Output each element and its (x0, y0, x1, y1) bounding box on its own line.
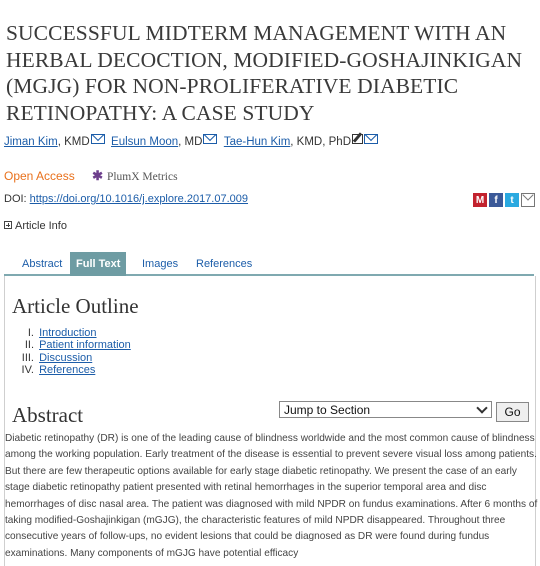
plumx-icon: ✱ (92, 168, 103, 183)
doi-link[interactable]: https://doi.org/10.1016/j.explore.2017.07.009 (29, 193, 249, 205)
article-info-toggle[interactable] (4, 220, 67, 232)
tab-full-text[interactable]: Full Text (70, 252, 126, 276)
outline-item (14, 327, 131, 339)
expand-icon (4, 221, 12, 229)
outline-title: Article Outline (12, 294, 139, 318)
corresponding-author-icon[interactable] (352, 134, 363, 144)
author-link-1[interactable]: Jiman Kim (4, 136, 58, 148)
email-icon[interactable] (91, 134, 105, 144)
chevron-down-icon (476, 402, 487, 413)
article-info-label: Article Info (15, 220, 67, 232)
author-degree-3: , KMD, PhD (290, 136, 352, 148)
outline-item (14, 339, 131, 351)
outline-num: III. (21, 351, 34, 364)
outline-link-introduction[interactable]: Introduction (39, 327, 97, 339)
tab-abstract[interactable]: Abstract (22, 258, 63, 270)
go-button[interactable]: Go (496, 402, 529, 422)
email-share-icon[interactable] (521, 193, 535, 207)
author-link-3[interactable]: Tae-Hun Kim (223, 136, 291, 148)
twitter-icon[interactable]: t (505, 193, 519, 207)
outline-num: IV. (21, 363, 34, 376)
author-link-2[interactable]: Eulsun Moon (111, 136, 179, 148)
outline-num: I. (27, 327, 34, 339)
outline-num: II. (24, 339, 34, 352)
email-icon[interactable] (364, 134, 378, 144)
author-list (4, 134, 378, 148)
outline-link-discussion[interactable]: Discussion (39, 351, 93, 364)
outline-item (14, 352, 131, 364)
email-icon[interactable] (203, 134, 217, 144)
facebook-icon[interactable]: f (489, 193, 503, 207)
jump-to-section-select[interactable] (279, 401, 492, 418)
doi-line (4, 193, 248, 205)
tab-images[interactable]: Images (142, 258, 179, 270)
doi-label: DOI: (4, 193, 30, 205)
outline-link-references[interactable]: References (39, 363, 96, 376)
plumx-label: PlumX Metrics (106, 171, 178, 183)
outline-item (14, 364, 131, 376)
author-degree-2: , MD (178, 136, 203, 148)
plumx-metrics-link[interactable] (92, 168, 178, 183)
open-access-label: Open Access (4, 169, 75, 183)
abstract-text: Diabetic retinopathy (DR) is one of the leading cause of blindness worldwide and the most common cause of blindness among the working population. Early treatment of the disease is essential to prevent severe visual loss among patients. But there are few therapeutic options available for early stage diabetic retinopathy. We present the case of an early stage diabetic retinopathy patient presented with retinal hemorrhages in the superior temporal area and disc hemorrhages of disc nasal area. The patient was diagnosed with mild NPDR on fundus examinations. After 6 months of taking modified-Goshajinkigan (mGJG), the characteristic features of mild NPDR disappeared. Throughout three consecutive years of follow-ups, no evident lesions that could be diagnosed as DR were found during fundus examinations. Many components of mGJG have potential efficacy (5, 433, 538, 559)
mendeley-icon[interactable]: M (473, 193, 487, 207)
abstract-title: Abstract (12, 403, 84, 427)
outline-link-patient-information[interactable]: Patient information (39, 339, 131, 352)
jump-select-value: Jump to Section (284, 403, 371, 417)
author-degree-1: , KMD (57, 136, 90, 148)
tab-references[interactable]: References (196, 258, 253, 270)
outline-list (14, 327, 131, 376)
article-tabs (4, 252, 534, 276)
article-title: SUCCESSFUL MIDTERM MANAGEMENT WITH AN HERBAL DECOCTION, MODIFIED-GOSHAJINKIGAN (MGJG) FOR NON-PROLIFERATIVE DIABETIC RETINOPATHY: A CASE STUDY (6, 21, 523, 125)
access-row (4, 168, 178, 184)
share-icons (473, 193, 535, 207)
